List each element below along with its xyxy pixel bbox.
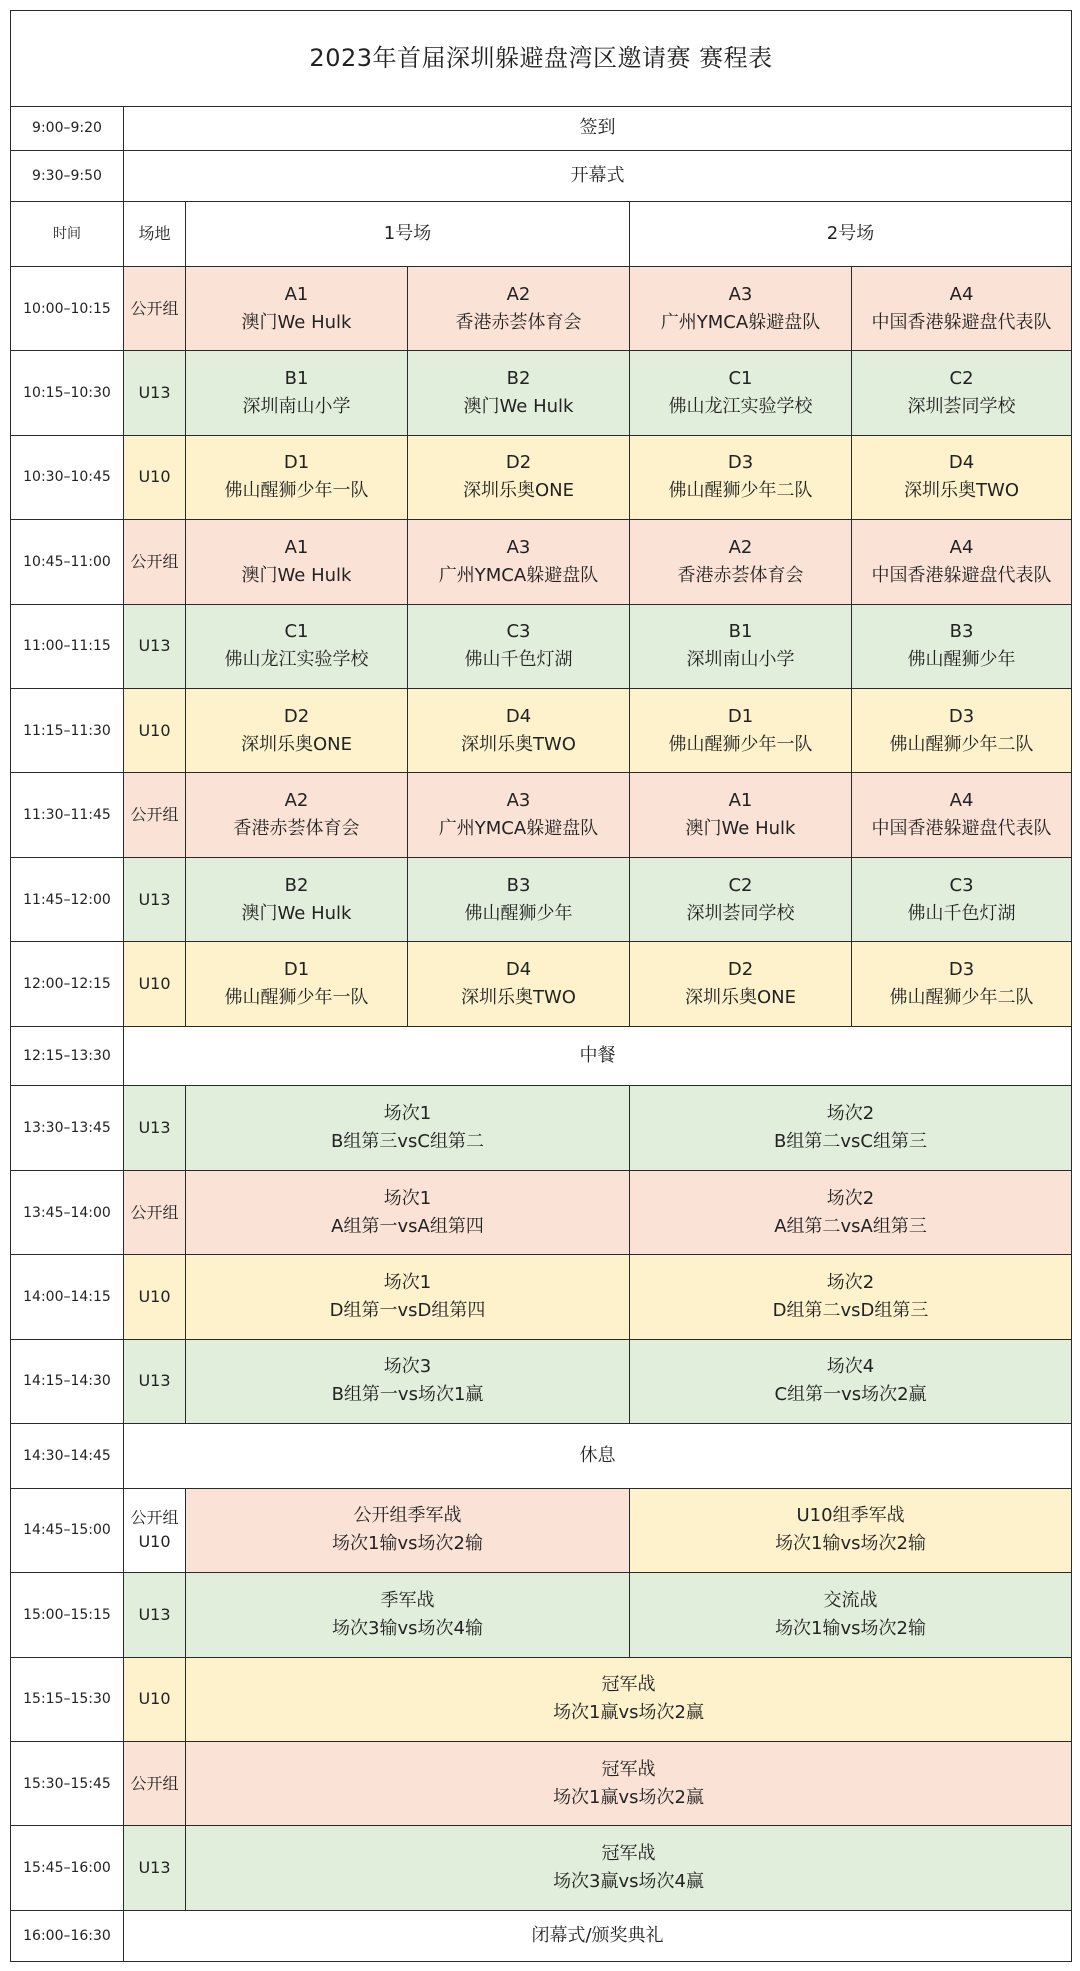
group-cell — [124, 773, 186, 857]
event-row — [11, 106, 1072, 151]
match-code: 冠军战 — [601, 1674, 656, 1696]
match-row — [11, 1573, 1072, 1657]
match-team: 澳门We Hulk — [241, 902, 352, 924]
group-label: U13 — [138, 636, 171, 656]
match-code: D2 — [283, 705, 310, 727]
group-label: U13 — [138, 1604, 171, 1624]
match-cell — [852, 266, 1072, 350]
match-code: D4 — [505, 705, 532, 727]
match-team: 场次1赢vs场次2赢 — [553, 1702, 704, 1724]
match-team: 佛山千色灯湖 — [907, 902, 1016, 924]
match-code: A2 — [728, 536, 753, 558]
group-cell — [124, 1255, 186, 1339]
match-team: 深圳乐奥TWO — [461, 733, 576, 755]
match-cell — [852, 773, 1072, 857]
match-cell — [630, 604, 852, 688]
match-code: 场次2 — [826, 1271, 875, 1293]
time-cell: 10:45–11:00 — [11, 520, 124, 604]
match-cell — [408, 688, 630, 772]
time-cell: 15:45–16:00 — [11, 1826, 124, 1910]
match-cell — [186, 942, 408, 1026]
group-cell — [124, 1657, 186, 1741]
match-team: A组第二vsA组第三 — [774, 1215, 927, 1237]
match-cell — [630, 857, 852, 941]
time-cell: 12:15–13:30 — [11, 1026, 124, 1086]
match-cell — [852, 942, 1072, 1026]
match-team: 佛山醒狮少年二队 — [889, 987, 1034, 1009]
time-cell: 9:30–9:50 — [11, 151, 124, 202]
match-team: 佛山醒狮少年二队 — [889, 733, 1034, 755]
group-label: U10 — [138, 1286, 171, 1306]
match-cell — [186, 1339, 630, 1423]
match-code: A1 — [728, 790, 753, 812]
match-code: C3 — [506, 621, 531, 643]
time-cell: 15:15–15:30 — [11, 1657, 124, 1741]
match-cell — [630, 266, 852, 350]
match-cell — [408, 351, 630, 435]
match-code: C1 — [284, 621, 309, 643]
group-label: 公开组 — [130, 1202, 179, 1222]
match-cell — [408, 773, 630, 857]
match-team: 深圳南山小学 — [242, 395, 351, 417]
match-cell — [630, 1488, 1072, 1572]
match-team: 场次1输vs场次2输 — [332, 1533, 483, 1555]
match-cell — [408, 942, 630, 1026]
match-cell — [630, 351, 852, 435]
match-cell — [186, 1573, 630, 1657]
match-team: 中国香港躲避盘代表队 — [871, 311, 1052, 333]
event-cell: 签到 — [124, 106, 1072, 151]
match-code: C3 — [949, 874, 974, 896]
group-label: 公开组 — [130, 551, 179, 571]
match-code: 场次2 — [826, 1187, 875, 1209]
match-code: C1 — [728, 367, 753, 389]
time-cell: 12:00–12:15 — [11, 942, 124, 1026]
group-label: U13 — [138, 1118, 171, 1138]
match-code: 场次1 — [383, 1271, 432, 1293]
match-team: 佛山醒狮少年 — [464, 902, 573, 924]
match-team: 深圳乐奥ONE — [462, 480, 574, 502]
time-cell: 10:15–10:30 — [11, 351, 124, 435]
match-cell — [408, 604, 630, 688]
match-cell — [186, 1657, 1072, 1741]
match-cell — [852, 688, 1072, 772]
time-cell: 10:30–10:45 — [11, 435, 124, 519]
group-cell — [124, 1826, 186, 1910]
match-code: 场次4 — [826, 1356, 875, 1378]
group-label: U13 — [138, 1371, 171, 1391]
match-cell — [630, 773, 852, 857]
match-code: D1 — [283, 452, 310, 474]
match-code: B3 — [506, 874, 531, 896]
time-cell: 11:15–11:30 — [11, 688, 124, 772]
group-label: 公开组 — [130, 805, 179, 825]
match-team: 澳门We Hulk — [685, 818, 796, 840]
match-team: 深圳乐奥TWO — [904, 480, 1020, 502]
group-cell — [124, 1170, 186, 1254]
match-team: 佛山千色灯湖 — [464, 649, 573, 671]
group-cell — [124, 688, 186, 772]
match-code: A3 — [506, 790, 531, 812]
group-label: U13 — [138, 382, 171, 402]
match-team: 场次3赢vs场次4赢 — [553, 1871, 704, 1893]
match-cell — [186, 1826, 1072, 1910]
match-cell — [186, 857, 408, 941]
match-team: 广州YMCA躲避盘队 — [660, 311, 821, 333]
match-cell — [852, 520, 1072, 604]
group-cell — [124, 520, 186, 604]
match-row — [11, 604, 1072, 688]
match-team: B组第一vs场次1赢 — [331, 1384, 484, 1406]
match-code: A1 — [284, 283, 309, 305]
group-label: 公开组 — [130, 1773, 179, 1793]
match-team: 场次3输vs场次4输 — [332, 1617, 483, 1639]
schedule-title: 2023年首届深圳躲避盘湾区邀请赛 赛程表 — [11, 11, 1072, 107]
match-cell — [630, 1255, 1072, 1339]
group-cell — [124, 1086, 186, 1170]
header-time: 时间 — [11, 202, 124, 267]
match-row — [11, 1170, 1072, 1254]
match-code: A4 — [949, 536, 974, 558]
match-row — [11, 1657, 1072, 1741]
match-cell — [630, 1086, 1072, 1170]
match-cell — [186, 688, 408, 772]
match-team: 佛山醒狮少年 — [907, 649, 1016, 671]
match-code: 场次2 — [826, 1103, 875, 1125]
match-cell — [186, 266, 408, 350]
match-team: 深圳南山小学 — [686, 649, 795, 671]
group-cell — [124, 1573, 186, 1657]
match-cell — [186, 773, 408, 857]
match-team: 佛山醒狮少年一队 — [224, 480, 369, 502]
match-code: U10组季军战 — [796, 1505, 905, 1527]
match-team: D组第二vsD组第三 — [772, 1299, 929, 1321]
group-cell — [124, 1741, 186, 1825]
match-row — [11, 942, 1072, 1026]
match-cell — [186, 1488, 630, 1572]
match-cell — [630, 942, 852, 1026]
match-row — [11, 520, 1072, 604]
match-code: A3 — [728, 283, 753, 305]
match-team: 深圳乐奥TWO — [461, 987, 576, 1009]
match-row — [11, 1741, 1072, 1825]
match-row — [11, 1488, 1072, 1572]
match-team: 场次1赢vs场次2赢 — [553, 1786, 704, 1808]
time-cell: 9:00–9:20 — [11, 106, 124, 151]
match-code: D2 — [727, 959, 754, 981]
match-code: 场次1 — [383, 1187, 432, 1209]
header-venue: 场地 — [124, 202, 186, 267]
group-label: U10 — [138, 1532, 171, 1552]
match-row — [11, 1339, 1072, 1423]
match-cell — [408, 266, 630, 350]
match-code: B2 — [284, 874, 309, 896]
match-code: A2 — [284, 790, 309, 812]
time-cell: 15:00–15:15 — [11, 1573, 124, 1657]
group-cell — [124, 1339, 186, 1423]
time-cell: 10:00–10:15 — [11, 266, 124, 350]
match-team: 中国香港躲避盘代表队 — [871, 818, 1052, 840]
time-cell: 14:15–14:30 — [11, 1339, 124, 1423]
match-row — [11, 351, 1072, 435]
match-code: B1 — [728, 621, 753, 643]
group-label: 公开组 — [130, 1508, 179, 1528]
match-row — [11, 688, 1072, 772]
match-cell — [630, 520, 852, 604]
event-cell: 开幕式 — [124, 151, 1072, 202]
group-cell — [124, 435, 186, 519]
match-code: A4 — [949, 283, 974, 305]
match-team: 广州YMCA躲避盘队 — [438, 564, 599, 586]
match-team: 佛山龙江实验学校 — [224, 649, 369, 671]
match-team: 澳门We Hulk — [241, 311, 352, 333]
match-row — [11, 435, 1072, 519]
match-team: 深圳乐奥ONE — [240, 733, 352, 755]
schedule-table — [10, 10, 1072, 1962]
group-label: U13 — [138, 1858, 171, 1878]
group-label: U10 — [138, 974, 171, 994]
event-row — [11, 1026, 1072, 1086]
match-code: D3 — [948, 959, 975, 981]
match-code: B3 — [949, 621, 974, 643]
match-code: 公开组季军战 — [353, 1505, 462, 1527]
match-team: 佛山醒狮少年二队 — [668, 480, 813, 502]
match-cell — [852, 604, 1072, 688]
match-cell — [852, 351, 1072, 435]
header-field-2: 2号场 — [630, 202, 1072, 267]
event-row — [11, 151, 1072, 202]
match-team: B组第三vsC组第二 — [331, 1131, 484, 1153]
time-cell: 11:45–12:00 — [11, 857, 124, 941]
group-cell — [124, 604, 186, 688]
match-team: 深圳乐奥ONE — [684, 987, 796, 1009]
match-code: D4 — [505, 959, 532, 981]
match-cell — [630, 435, 852, 519]
match-code: D1 — [283, 959, 310, 981]
match-cell — [186, 520, 408, 604]
match-code: 季军战 — [380, 1589, 435, 1611]
time-cell: 14:45–15:00 — [11, 1488, 124, 1572]
time-cell: 16:00–16:30 — [11, 1910, 124, 1961]
match-cell — [186, 351, 408, 435]
match-cell — [630, 1339, 1072, 1423]
match-cell — [630, 688, 852, 772]
match-code: 冠军战 — [601, 1843, 656, 1865]
match-code: D1 — [727, 705, 754, 727]
match-row — [11, 1826, 1072, 1910]
match-row — [11, 1086, 1072, 1170]
match-code: A4 — [949, 790, 974, 812]
match-cell — [186, 1741, 1072, 1825]
time-cell: 14:00–14:15 — [11, 1255, 124, 1339]
match-team: 佛山醒狮少年一队 — [224, 987, 369, 1009]
match-team: B组第二vsC组第三 — [774, 1131, 927, 1153]
match-team: 深圳荟同学校 — [907, 395, 1016, 417]
match-cell — [630, 1573, 1072, 1657]
match-code: C2 — [949, 367, 974, 389]
title-row — [11, 11, 1072, 107]
match-team: 澳门We Hulk — [241, 564, 352, 586]
group-label: 公开组 — [130, 298, 179, 318]
match-team: 佛山龙江实验学校 — [668, 395, 813, 417]
group-cell — [124, 351, 186, 435]
match-cell — [186, 1086, 630, 1170]
match-team: C组第一vs场次2赢 — [774, 1384, 927, 1406]
group-label: U10 — [138, 720, 171, 740]
group-label: U13 — [138, 889, 171, 909]
match-cell — [186, 435, 408, 519]
match-cell — [852, 857, 1072, 941]
group-cell — [124, 1488, 186, 1572]
match-team: 场次1输vs场次2输 — [775, 1617, 926, 1639]
match-team: 广州YMCA躲避盘队 — [438, 818, 599, 840]
match-cell — [408, 857, 630, 941]
match-team: 澳门We Hulk — [463, 395, 574, 417]
match-team: 香港赤荟体育会 — [455, 311, 582, 333]
match-code: A2 — [506, 283, 531, 305]
time-cell: 13:30–13:45 — [11, 1086, 124, 1170]
time-cell: 11:00–11:15 — [11, 604, 124, 688]
group-cell — [124, 266, 186, 350]
match-code: A1 — [284, 536, 309, 558]
match-code: D3 — [948, 705, 975, 727]
match-code: 冠军战 — [601, 1758, 656, 1780]
match-team: 场次1输vs场次2输 — [775, 1533, 926, 1555]
match-cell — [852, 435, 1072, 519]
header-field-1: 1号场 — [186, 202, 630, 267]
match-cell — [186, 604, 408, 688]
match-code: D3 — [727, 452, 754, 474]
match-cell — [408, 435, 630, 519]
match-team: 佛山醒狮少年一队 — [668, 733, 813, 755]
match-code: B2 — [506, 367, 531, 389]
match-row — [11, 1255, 1072, 1339]
match-team: D组第一vsD组第四 — [329, 1299, 486, 1321]
match-code: C2 — [728, 874, 753, 896]
match-cell — [630, 1170, 1072, 1254]
time-cell: 15:30–15:45 — [11, 1741, 124, 1825]
match-team: 香港赤荟体育会 — [677, 564, 804, 586]
match-code: B1 — [284, 367, 309, 389]
match-cell — [408, 520, 630, 604]
match-row — [11, 266, 1072, 350]
match-cell — [186, 1170, 630, 1254]
match-row — [11, 857, 1072, 941]
event-row — [11, 1910, 1072, 1961]
event-cell: 中餐 — [124, 1026, 1072, 1086]
match-team: 深圳荟同学校 — [686, 902, 795, 924]
time-cell: 13:45–14:00 — [11, 1170, 124, 1254]
match-code: D4 — [948, 452, 975, 474]
event-cell: 休息 — [124, 1424, 1072, 1489]
group-label: U10 — [138, 1689, 171, 1709]
group-label: U10 — [138, 467, 171, 487]
match-cell — [186, 1255, 630, 1339]
time-cell: 14:30–14:45 — [11, 1424, 124, 1489]
match-code: 场次1 — [383, 1103, 432, 1125]
match-row — [11, 773, 1072, 857]
event-cell: 闭幕式/颁奖典礼 — [124, 1910, 1072, 1961]
match-team: A组第一vsA组第四 — [331, 1215, 484, 1237]
event-row — [11, 1424, 1072, 1489]
group-cell — [124, 857, 186, 941]
match-code: D2 — [505, 452, 532, 474]
header-row — [11, 202, 1072, 267]
match-team: 中国香港躲避盘代表队 — [871, 564, 1052, 586]
match-code: 交流战 — [823, 1589, 878, 1611]
match-code: 场次3 — [383, 1356, 432, 1378]
match-code: A3 — [506, 536, 531, 558]
time-cell: 11:30–11:45 — [11, 773, 124, 857]
group-cell — [124, 942, 186, 1026]
match-team: 香港赤荟体育会 — [233, 818, 360, 840]
